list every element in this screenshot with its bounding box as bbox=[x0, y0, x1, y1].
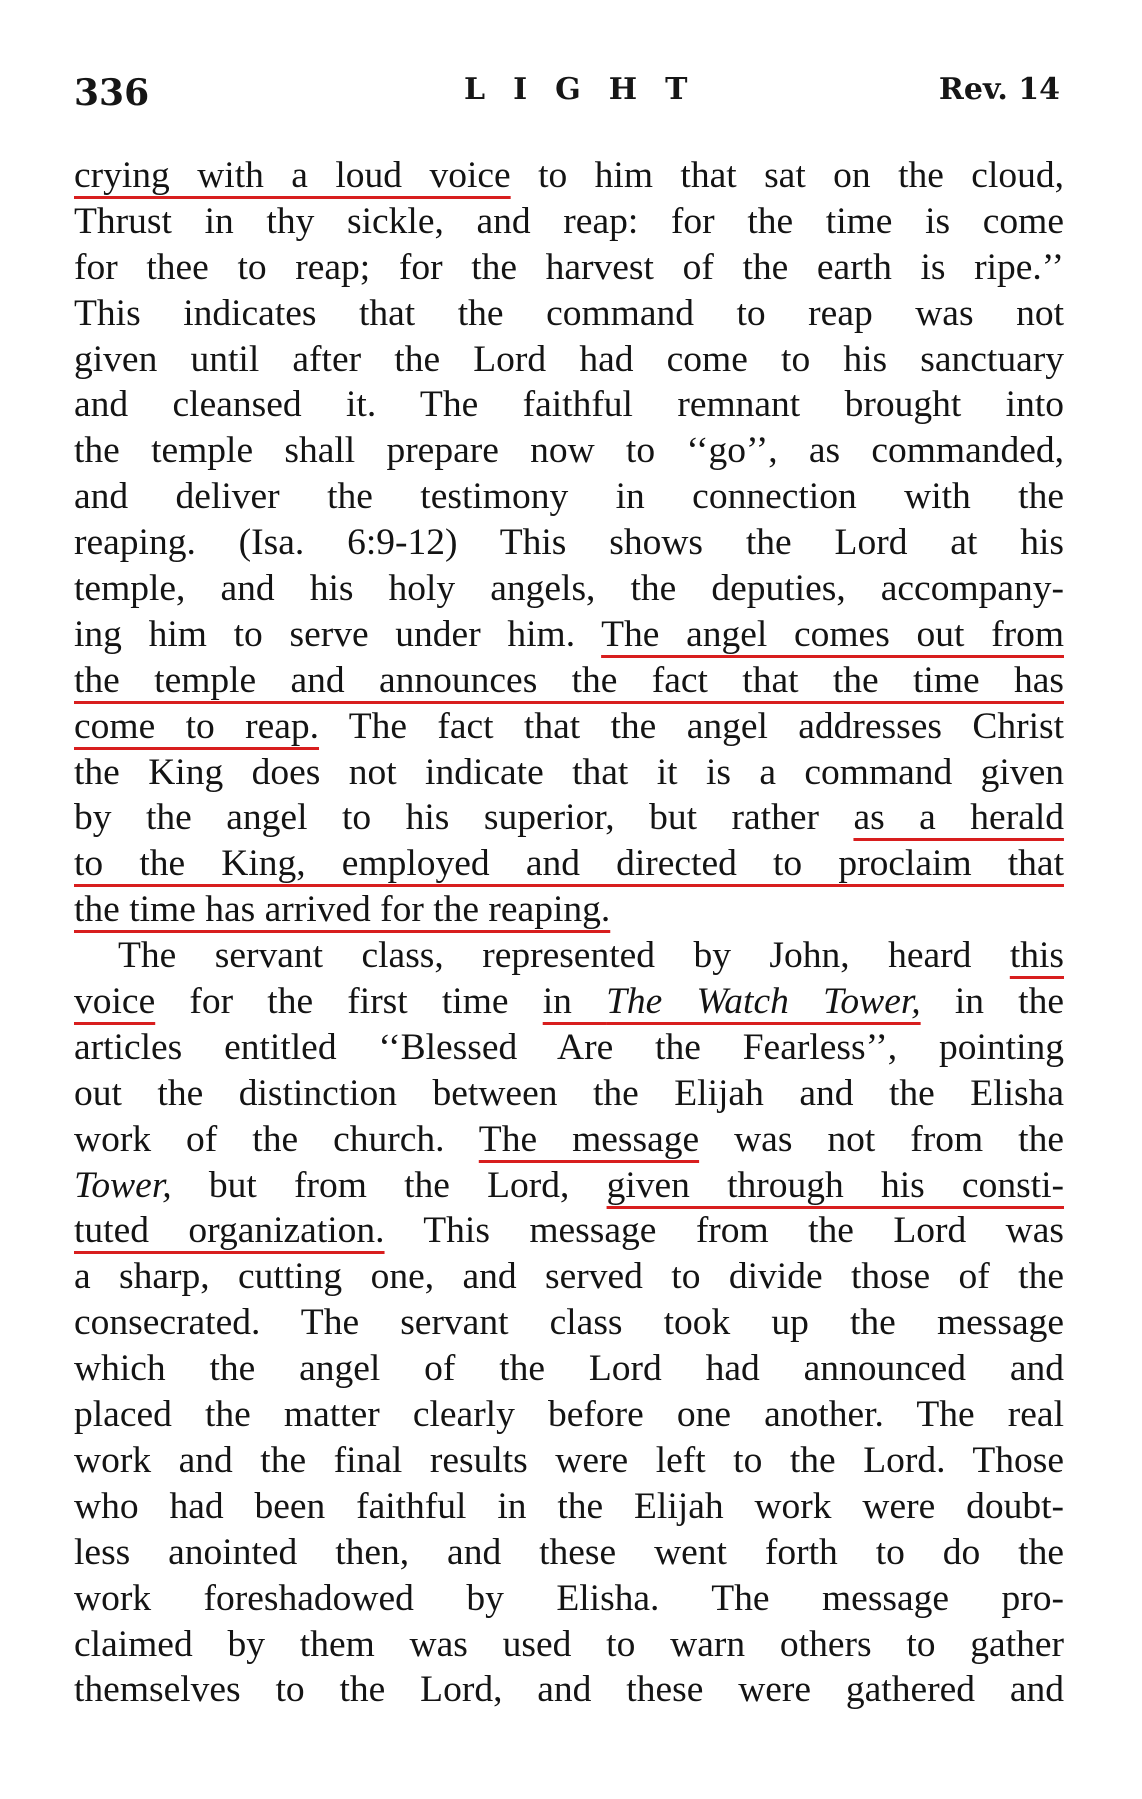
underlined-text: given through his consti- bbox=[606, 1164, 1064, 1206]
chapter-reference: Rev. 14 bbox=[938, 72, 1060, 107]
text-line bbox=[74, 1622, 1064, 1668]
text-segment: reaping. (Isa. 6:9-12) This shows the Lord at his bbox=[74, 522, 1064, 564]
text-line bbox=[74, 1392, 1064, 1438]
text-segment: articles entitled ‘‘Blessed Are the Fearless’’, pointing bbox=[74, 1026, 1064, 1068]
text-line bbox=[74, 1071, 1064, 1117]
text-line bbox=[74, 795, 1064, 841]
text-line bbox=[74, 1667, 1064, 1713]
text-line bbox=[74, 887, 1064, 933]
underlined-text: The message bbox=[478, 1118, 700, 1160]
text-segment: for the first time bbox=[155, 981, 543, 1023]
text-line bbox=[74, 658, 1064, 704]
text-line bbox=[74, 1438, 1064, 1484]
text-segment: temple, and his holy angels, the deputies, accompany- bbox=[74, 568, 1064, 610]
text-line bbox=[74, 933, 1064, 979]
text-segment: themselves to the Lord, and these were gathered and bbox=[74, 1669, 1064, 1711]
text-segment: the King does not indicate that it is a command given bbox=[74, 751, 1064, 793]
text-segment: less anointed then, and these went forth to do the bbox=[74, 1531, 1064, 1573]
text-line bbox=[74, 1254, 1064, 1300]
text-segment: and cleansed it. The faithful remnant brought into bbox=[74, 384, 1064, 426]
text-line bbox=[74, 704, 1064, 750]
text-segment: Tower, bbox=[74, 1164, 172, 1206]
text-segment: work and the final results were left to the Lord. Those bbox=[74, 1439, 1064, 1481]
text-segment: The servant class, represented by John, heard bbox=[118, 935, 1010, 977]
running-header bbox=[74, 72, 1060, 122]
underlined-text: in bbox=[542, 981, 607, 1023]
underlined-text: The Watch Tower, bbox=[606, 981, 921, 1023]
text-segment: to him that sat on the cloud, bbox=[510, 155, 1064, 196]
text-line bbox=[74, 382, 1064, 428]
text-segment: This message from the Lord was bbox=[384, 1210, 1064, 1252]
underlined-text: the temple and announces the fact that the time has bbox=[74, 659, 1064, 701]
text-segment: This indicates that the command to reap was not bbox=[74, 292, 1064, 334]
text-line bbox=[74, 1300, 1064, 1346]
text-segment: work of the church. bbox=[74, 1118, 479, 1160]
text-segment: given until after the Lord had come to his sanctuary bbox=[74, 338, 1064, 380]
underlined-text: crying with a loud voice bbox=[74, 155, 511, 196]
text-segment: the temple shall prepare now to ‘‘go’’, as commanded, bbox=[74, 430, 1064, 472]
underlined-text: voice bbox=[74, 981, 156, 1023]
text-segment: placed the matter clearly before one another. The real bbox=[74, 1394, 1064, 1436]
text-line bbox=[74, 1484, 1064, 1530]
underlined-text: tuted organization. bbox=[74, 1210, 385, 1252]
text-line bbox=[74, 1576, 1064, 1622]
text-line bbox=[74, 566, 1064, 612]
text-segment: out the distinction between the Elijah and the Elisha bbox=[74, 1072, 1064, 1114]
text-segment: for thee to reap; for the harvest of the earth is ripe.’’ bbox=[74, 246, 1064, 288]
text-line bbox=[74, 612, 1064, 658]
text-line bbox=[74, 337, 1064, 383]
text-segment: ing him to serve under him. bbox=[74, 613, 602, 655]
text-segment: in the bbox=[920, 981, 1064, 1023]
text-segment: and deliver the testimony in connection with the bbox=[74, 476, 1064, 518]
text-line bbox=[74, 153, 1064, 199]
text-line bbox=[74, 474, 1064, 520]
text-line bbox=[74, 1346, 1064, 1392]
text-segment: consecrated. The servant class took up the message bbox=[74, 1302, 1064, 1344]
text-line bbox=[74, 245, 1064, 291]
underlined-text: the time has arrived for the reaping. bbox=[74, 889, 611, 931]
running-title: LIGHT bbox=[464, 72, 716, 107]
underlined-text: The angel comes out from bbox=[601, 613, 1064, 655]
body-text bbox=[74, 153, 1064, 1713]
text-line bbox=[74, 1117, 1064, 1163]
underlined-text: come to reap. bbox=[74, 705, 320, 747]
text-line bbox=[74, 428, 1064, 474]
text-line bbox=[74, 291, 1064, 337]
text-segment: by the angel to his superior, but rather bbox=[74, 797, 854, 839]
text-line bbox=[74, 199, 1064, 245]
text-segment: a sharp, cutting one, and served to divide those of the bbox=[74, 1256, 1064, 1298]
text-line bbox=[74, 1530, 1064, 1576]
text-line bbox=[74, 841, 1064, 887]
text-segment: who had been faithful in the Elijah work were doubt- bbox=[74, 1485, 1064, 1527]
text-segment: The fact that the angel addresses Christ bbox=[319, 705, 1065, 747]
text-segment: work foreshadowed by Elisha. The message pro- bbox=[74, 1577, 1064, 1619]
text-segment: was not from the bbox=[699, 1118, 1064, 1160]
text-line bbox=[74, 1025, 1064, 1071]
text-segment: which the angel of the Lord had announced and bbox=[74, 1348, 1064, 1390]
text-segment: Thrust in thy sickle, and reap: for the time is come bbox=[74, 200, 1064, 242]
text-line bbox=[74, 750, 1064, 796]
text-line bbox=[74, 1163, 1064, 1209]
page-number: 336 bbox=[74, 72, 150, 114]
text-line bbox=[74, 979, 1064, 1025]
text-line bbox=[74, 520, 1064, 566]
text-segment: but from the Lord, bbox=[171, 1164, 607, 1206]
text-segment: claimed by them was used to warn others to gather bbox=[74, 1623, 1064, 1665]
text-line bbox=[74, 1208, 1064, 1254]
underlined-text: to the King, employed and directed to proclaim that bbox=[74, 843, 1064, 885]
underlined-text: as a herald bbox=[853, 797, 1065, 839]
underlined-text: this bbox=[1009, 935, 1064, 977]
